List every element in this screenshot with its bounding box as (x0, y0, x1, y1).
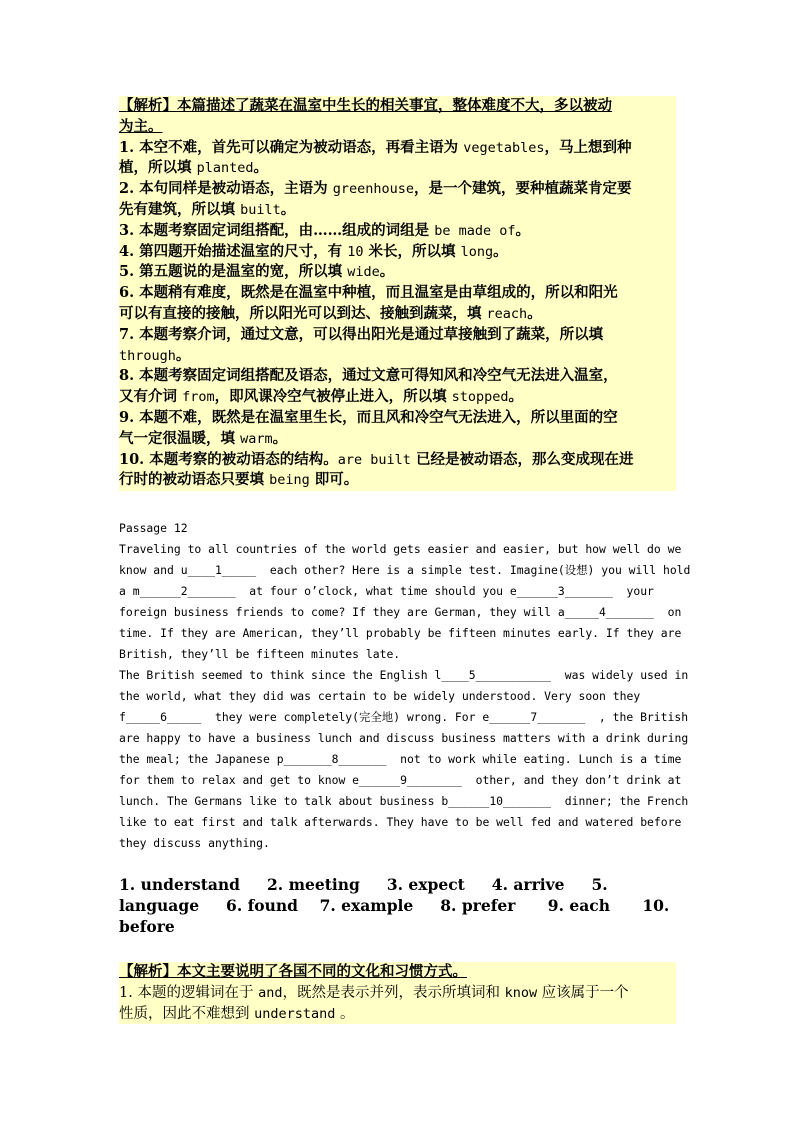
analysis-line: 性质，因此不难想到 understand 。 (119, 1005, 355, 1022)
analysis-line: 1. 本空不难，首先可以确定为被动语态，再看主语为 vegetables，马上想到种 (119, 138, 632, 156)
analysis-label: 【解析】 (119, 963, 177, 980)
passage-line: the world, what they did was certain to be widely understood. Very soon they (119, 689, 641, 703)
analysis-section-2 (119, 962, 676, 1024)
passage-section (119, 518, 707, 854)
analysis-line: 7. 本题考察介词，通过文意，可以得出阳光是通过草接触到了蔬菜，所以填 (119, 325, 604, 343)
analysis-line: 先有建筑，所以填 built。 (119, 200, 296, 218)
answer-line: 1. understand 2. meeting 3. expect 4. arrive 5. (119, 875, 608, 894)
analysis-intro-line: 【解析】本篇描述了蔬菜在温室中生长的相关事宜，整体难度不大，多以被动 (119, 97, 612, 114)
analysis-line: 又有介词 from，即风课冷空气被停止进入，所以填 stopped。 (119, 388, 524, 406)
passage-line: The British seemed to think since the English l____5___________ was widely used in (119, 668, 689, 682)
analysis-line: 5. 第五题说的是温室的宽，所以填 wide。 (119, 263, 395, 281)
analysis-line: 4. 第四题开始描述温室的尺寸，有 10 米长，所以填 long。 (119, 242, 508, 260)
passage-line: the meal; the Japanese p_______8_______ not to work while eating. Lunch is a time (119, 752, 682, 766)
analysis-line: 气一定很温暖，填 warm。 (119, 429, 288, 447)
passage-line: they discuss anything. (119, 836, 270, 850)
analysis-line: 1. 本题的逻辑词在于 and，既然是表示并列，表示所填词和 know 应该属于一个 (119, 984, 629, 1001)
passage-line: know and u____1_____ each other? Here is a simple test. Imagine(设想) you will hold (119, 563, 691, 577)
analysis-line: through。 (119, 346, 191, 364)
analysis-line: 6. 本题稍有难度，既然是在温室中种植，而且温室是由草组成的，所以和阳光 (119, 284, 618, 302)
passage-line: lunch. The Germans like to talk about business b______10_______ dinner; the French (119, 794, 689, 808)
analysis-line: 2. 本句同样是被动语态，主语为 greenhouse，是一个建筑，要种植蔬菜肯定要 (119, 180, 632, 198)
analysis-label: 【解析】 (119, 97, 177, 114)
analysis-line: 植，所以填 planted。 (119, 159, 268, 177)
passage-line: a m______2_______ at four o’clock, what time should you e______3_______ your (119, 584, 654, 598)
analysis-intro-line: 为主。 (119, 117, 163, 135)
passage-line: f_____6_____ they were completely(完全地) wrong. For e______7_______ , the British (119, 710, 689, 724)
analysis-line: 可以有直接的接触，所以阳光可以到达、接触到蔬菜，填 reach。 (119, 304, 542, 322)
passage-line: Traveling to all countries of the world gets easier and easier, but how well do we (119, 542, 682, 556)
passage-line: like to eat first and talk afterwards. They have to be well fed and watered before (119, 815, 682, 829)
passage-line: for them to relax and get to know e______9________ other, and they don’t drink at (119, 773, 682, 787)
answer-line: before (119, 917, 175, 936)
analysis-line: 8. 本题考察固定词组搭配及语态，通过文意可得知风和冷空气无法进入温室， (119, 367, 618, 385)
passage-line: foreign business friends to come? If they are German, they will a_____4_______ on (119, 605, 682, 619)
analysis-line: 行时的被动语态只要填 being 即可。 (119, 471, 359, 489)
analysis-line: 9. 本题不难，既然是在温室里生长，而且风和冷空气无法进入，所以里面的空 (119, 408, 618, 426)
analysis-line: 3. 本题考察固定词组搭配，由……组成的词组是 be made of。 (119, 221, 531, 239)
answer-line: language 6. found 7. example 8. prefer 9. each 10. (119, 896, 670, 915)
passage-title: Passage 12 (119, 521, 188, 535)
analysis-line: 10. 本题考察的被动语态的结构。are built 已经是被动语态，那么变成现在进 (119, 450, 634, 468)
passage-line: are happy to have a business lunch and discuss business matters with a drink during (119, 731, 689, 745)
analysis-intro-line: 【解析】本文主要说明了各国不同的文化和习惯方式。 (119, 963, 467, 980)
passage-line: British, they’ll be fifteen minutes late. (119, 647, 401, 661)
answer-key (119, 874, 676, 937)
analysis-section-1 (119, 96, 676, 491)
passage-line: time. If they are American, they’ll probably be fifteen minutes early. If they are (119, 626, 682, 640)
